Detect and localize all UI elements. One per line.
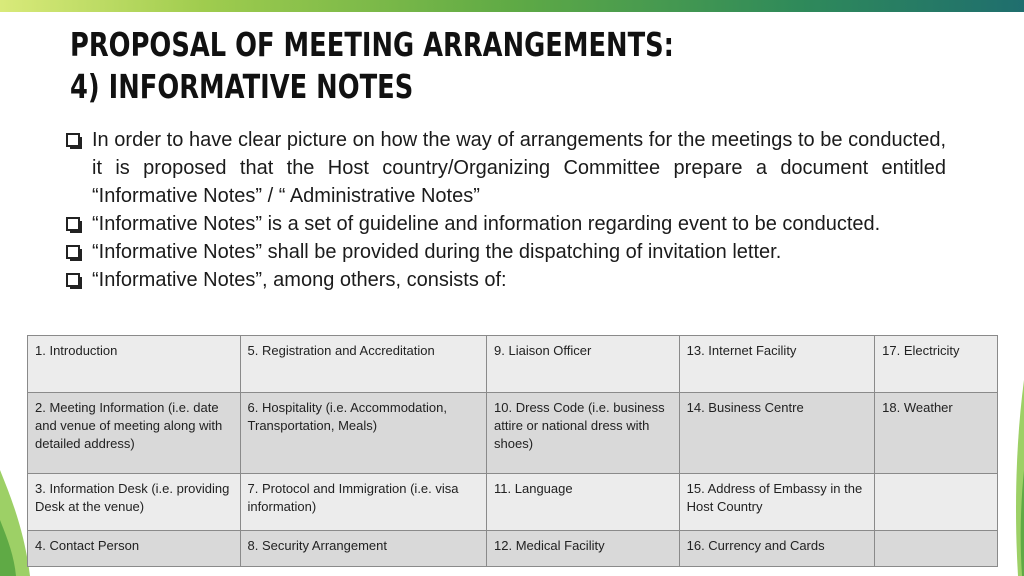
table-cell: 14. Business Centre xyxy=(679,393,875,474)
table-cell: 7. Protocol and Immigration (i.e. visa information) xyxy=(240,474,487,531)
table-cell: 12. Medical Facility xyxy=(487,531,680,567)
checkbox-bullet-icon xyxy=(66,133,80,147)
page-title xyxy=(70,24,674,108)
table-cell: 5. Registration and Accreditation xyxy=(240,336,487,393)
table-row xyxy=(28,474,998,531)
table-cell xyxy=(875,474,998,531)
table-cell: 9. Liaison Officer xyxy=(487,336,680,393)
table-cell: 1. Introduction xyxy=(28,336,241,393)
table-cell xyxy=(875,531,998,567)
bullet-item xyxy=(64,266,946,294)
bullet-list xyxy=(64,126,946,294)
table-cell: 11. Language xyxy=(487,474,680,531)
table-cell: 3. Information Desk (i.e. providing Desk at the venue) xyxy=(28,474,241,531)
table-cell: 13. Internet Facility xyxy=(679,336,875,393)
checkbox-bullet-icon xyxy=(66,273,80,287)
table-cell: 2. Meeting Information (i.e. date and venue of meeting along with detailed address) xyxy=(28,393,241,474)
table-cell: 10. Dress Code (i.e. business attire or national dress with shoes) xyxy=(487,393,680,474)
checkbox-bullet-icon xyxy=(66,245,80,259)
table-cell: 17. Electricity xyxy=(875,336,998,393)
table-row xyxy=(28,531,998,567)
title-line-1: PROPOSAL OF MEETING ARRANGEMENTS: xyxy=(70,25,674,64)
bullet-item xyxy=(64,126,946,210)
table-cell: 18. Weather xyxy=(875,393,998,474)
bullet-text: “Informative Notes” is a set of guideline and information regarding event to be conducted. xyxy=(92,213,881,235)
table-row xyxy=(28,336,998,393)
table-cell: 15. Address of Embassy in the Host Country xyxy=(679,474,875,531)
top-gradient-bar xyxy=(0,0,1024,12)
table-cell: 6. Hospitality (i.e. Accommodation, Transportation, Meals) xyxy=(240,393,487,474)
bullet-item xyxy=(64,238,946,266)
bullet-item xyxy=(64,210,946,238)
table-cell: 8. Security Arrangement xyxy=(240,531,487,567)
bullet-text: “Informative Notes” shall be provided during the dispatching of invitation letter. xyxy=(92,241,782,263)
title-line-2: 4) INFORMATIVE NOTES xyxy=(70,67,414,106)
bullet-text: “Informative Notes”, among others, consists of: xyxy=(92,269,507,291)
table-cell: 16. Currency and Cards xyxy=(679,531,875,567)
table-row xyxy=(28,393,998,474)
informative-notes-table xyxy=(27,335,998,567)
checkbox-bullet-icon xyxy=(66,217,80,231)
bullet-text: In order to have clear picture on how the way of arrangements for the meetings to be conducted, it is proposed that the Host country/Organizing Committee prepare a document entitled “Informative Notes” / “ Administrative Notes” xyxy=(92,129,946,207)
table-cell: 4. Contact Person xyxy=(28,531,241,567)
